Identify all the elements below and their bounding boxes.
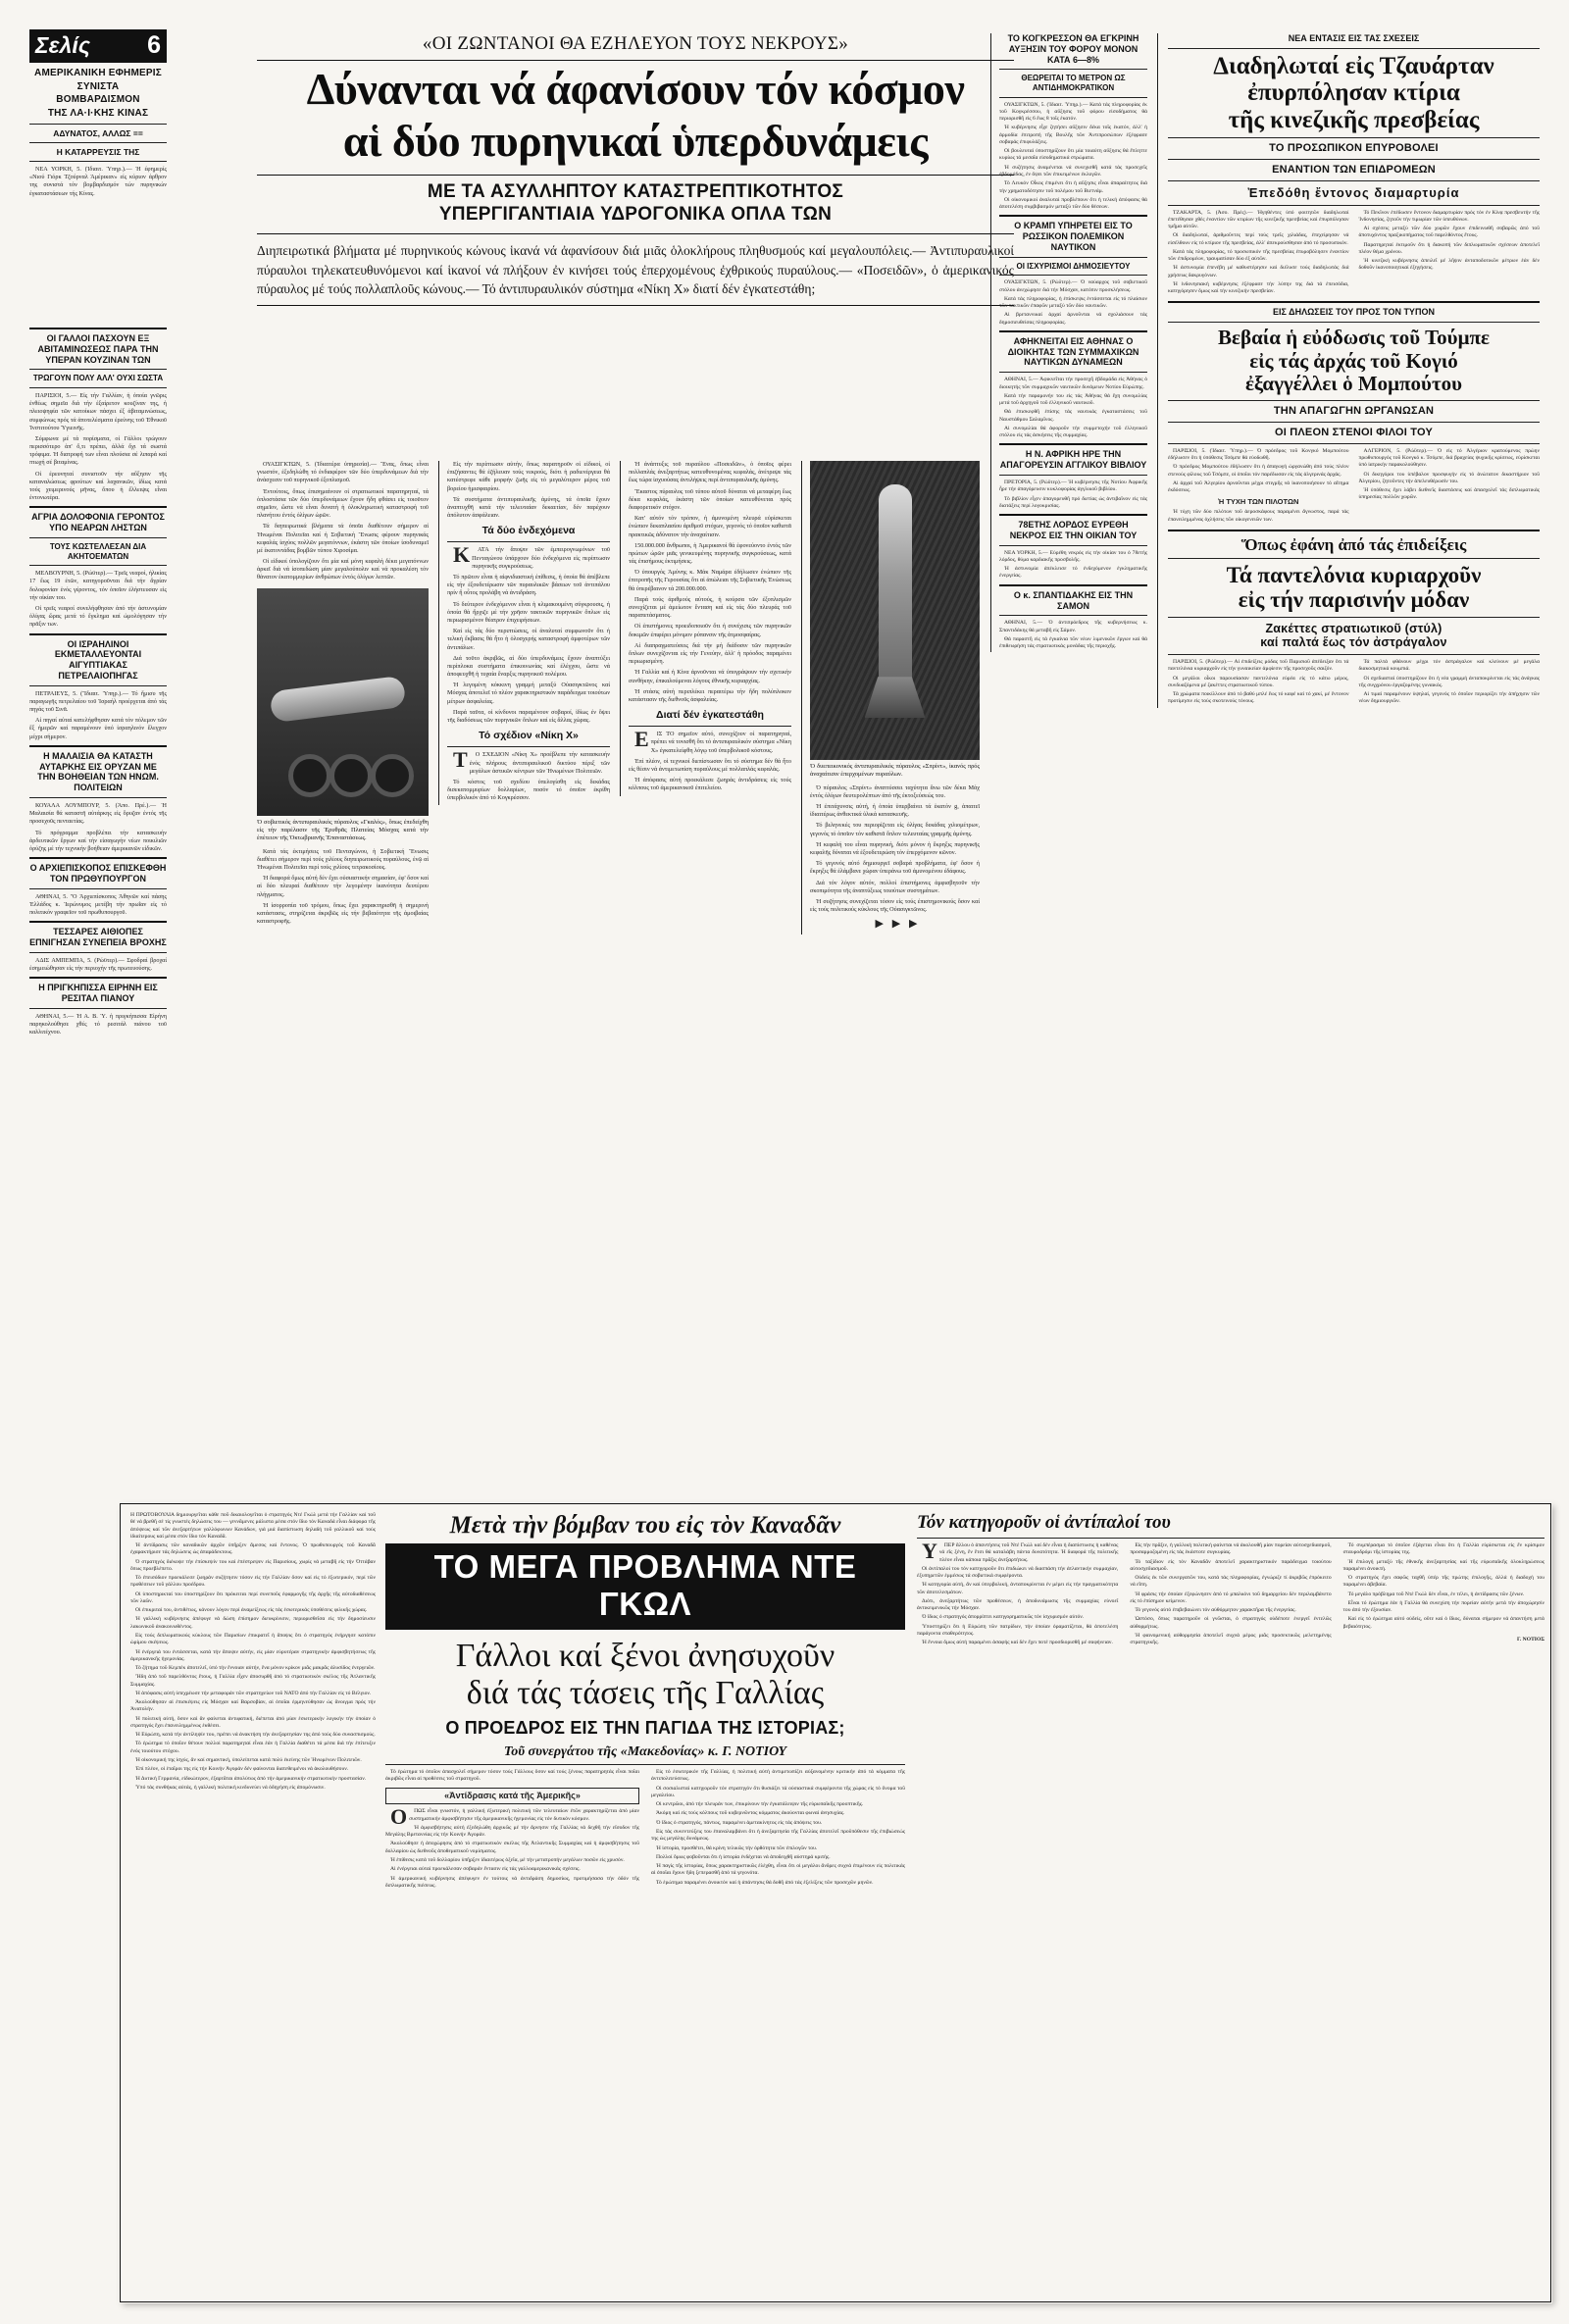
- brief-head-6: 78ΕΤΗΣ ΛΟΡΔΟΣ ΕΥΡΕΘΗ ΝΕΚΡΟΣ ΕΙΣ ΤΗΝ ΟΙΚΙΑΝ ΤΟΥ: [1009, 520, 1138, 540]
- bottom-right-col-3: Τό συμπέρασμα τό ὁποῖον ἐξάγεται εἶναι ὅτι ἡ Γαλλία εὑρίσκεται εἰς ἕν κρίσιμον σταυροδρόμι τῆς ἱστορίας της. Ἡ ἐπιλογή μεταξύ τῆς ἐθνικῆς ἀνεξαρτησίας καί τῆς εὐρωπαϊκῆς ὁλοκληρώσεως παραμένει ἀνοικτή. Ὁ στρατηγός ἔχει σαφῶς ταχθῆ ὑπέρ τῆς πρώτης ἐπιλογῆς, ἀλλά ἡ διαδοχή του παραμένει ἀβεβαία. Τό μεγάλο πρόβλημα τοῦ Ντέ Γκώλ δέν εἶναι, ἐν τέλει, ἡ ἀντίδρασις τῶν ξένων. Εἶναι τό ἐρώτημα ἐάν ἡ Γαλλία θά συνεχίση τήν πορείαν αὐτήν μετά τήν ἀποχώρησίν του ἀπό τήν ἐξουσίαν. Καί εἰς τό ἐρώτημα αὐτό οὐδείς, οὔτε καί ὁ ἴδιος, δύναται σήμερον νά ἀπαντήση μετά βεβαιότητος. Γ. ΝΟΤΙΟΣ: [1342, 1542, 1544, 1642]
- main-subsection-0-title: Τά δύο ἐνδεχόμενα: [481, 525, 576, 537]
- right-head2-line3: ἐξαγγέλλει ὁ Μομπούτου: [1244, 372, 1463, 396]
- left-item-1-title: ΑΓΡΙΑ ΔΟΛΟΦΟΝΙΑ ΓΕΡΟΝΤΟΣ ΥΠΟ ΝΕΑΡΩΝ ΛΗΣΤΩΝ: [31, 512, 165, 533]
- main-headline-line2: αἱ δύο πυρηνικαί ὑπερδυνάμεις: [342, 115, 929, 166]
- masthead-line-1: ΑΜΕΡΙΚΑΝΙΚΗ ΕΦΗΜΕΡΙΣ: [34, 68, 162, 78]
- bottom-right-col-1: ΥΠΕΡ ἄλλου ὁ ἀπαντήσεις τοῦ Ντέ Γκώλ καί δέν εἶναι ἡ διαπίστωσις ἡ καθένας νά εἴς ξένη, ἔν ἔτσι θά καταλάβη πάντα δυνατότητα. Ἡ διαφορά τῆς πολιτικῆς πλέον εἶναι κάποια πρᾶξις ἀνεξαρτήτως. Οἱ ἀντίπαλοί του τόν κατηγοροῦν ὅτι ἐπιδιώκει νά διασπάση τήν ἀτλαντικήν συμμαχίαν, ἐξυπηρετῶν ἐμμέσως τά σοβιετικά συμφέροντα. Ἡ κατηγορία αὐτή, ἄν καί ὑπερβολική, ἀνταποκρίνεται ἐν μέρει εἰς τήν πραγματικότητα τῶν ἀποτελεσμάτων. Διότι, ἀνεξαρτήτως τῶν προθέσεων, ἡ ἀποδυνάμωσις τῆς συμμαχίας εὐνοεῖ ἀντικειμενικῶς τήν Μόσχαν. Ὁ ἴδιος ὁ στρατηγός ἀπορρίπτει κατηγορηματικῶς τόν ἰσχυρισμόν αὐτόν. Ὑποστηρίζει ὅτι ἡ Εὐρώπη τῶν πατρίδων, τήν ὁποίαν ὁραματίζεται, θά ἀποτελέση παράγοντα σταθερότητος. Ἡ ἔννοια ὅμως αὐτή παραμένει ἀσαφής καί δέν ἔχει ποτέ προσδιορισθῆ μέ σαφήνειαν.: [917, 1539, 1119, 1646]
- right-head-line2: ἐπυρπόλησαν κτίρια: [1247, 79, 1460, 107]
- fashion-head-2: εἰς τήν παρισινήν μόδαν: [1238, 587, 1470, 613]
- left-item-2-body: ΠΕΤΡΑΙΕΥΣ, 5. (Ἴδιαιτ. Ὑπηρ.).— Τό ἥμισυ τῆς παραγωγῆς πετρελαίου τοῦ Ἰσραήλ προέρχεται ἀπό τάς πηγάς τοῦ Σινᾶ. Αἱ πηγαί αὐταί κατελήφθησαν κατά τόν πόλεμον τῶν ἕξ ἡμερῶν καί παραμένουν ὑπό ἰσραηλινόν ἔλεγχον μέχρι σήμερον.: [29, 689, 167, 740]
- right-body-col-1: ΤΖΑΚΑΡΤΑ, 5. (Ἀσο. Πρές).— Ἡγηθέντες ὑπό φοιτητῶν διαδηλωταί ἐπετέθησαν χθές ἐναντίον τῶν κτιρίων τῆς κινεζικῆς πρεσβείας καί ἐπυρπόλησαν τμῆμα αὐτῶν. Οἱ διαδηλωταί, ἀριθμοῦντες περί τούς τρεῖς χιλιάδας, ἐπεχείρησαν νά εἰσέλθουν εἰς τό κτίριον τῆς πρεσβείας, ἀλλ' ἀπεκρούσθησαν ἀπό τό προσωπικόν. Κατά τάς πληροφορίας, τό προσωπικόν τῆς πρεσβείας ἐπυροβόλησεν ἐναντίον τῶν ἐπιδρομέων, τραυματίσαν δύο ἐξ αὐτῶν. Ἡ ἀστυνομία ἐπενέβη μέ καθυστέρησιν καί διέλυσε τούς διαδηλωτάς διά χρήσεως δακρυγόνων. Ἡ ἰνδονησιακή κυβέρνησις ἐξέφρασε τήν λύπην της διά τά ἐπεισόδια, κατηγόρησεν ὅμως καί τήν κινεζικήν πρεσβείαν.: [1168, 209, 1349, 295]
- masthead-line-2: ΣΥΝΙΣΤΑ: [76, 80, 120, 92]
- right-head2-sub2: ΟΙ ΠΛΕΟΝ ΣΤΕΝΟΙ ΦΙΛΟΙ ΤΟΥ: [1274, 426, 1433, 438]
- fashion-head-1: Τά παντελόνια κυριαρχοῦν: [1226, 562, 1482, 587]
- brief-body-1: ΟΥΑΣΙΓΚΤΩΝ, 5. (Ρώϋτερ).— Ὁ ναύαρχος τοῦ σοβιετικοῦ στόλου ἀνεχώρησε διά τήν Μόσχαν, κατόπιν προσκλήσεως. Κατά τάς πληροφορίας, ἡ ἐπίσκεψις ἐντάσσεται εἰς τό πλαίσιον τῶν τακτικῶν ἐπαφῶν μεταξύ τῶν δύο ναυτικῶν. Αἱ βρεταννικαί ἀρχαί ἀρνοῦνται νά σχολιάσουν τάς δημοσιευθείσας πληροφορίας.: [999, 279, 1147, 326]
- main-col-1-text: ΟΥΑΣΙΓΚΤΩΝ, 5. (Ἰδιαιτέρα ὑπηρεσία).— Ἕνας, ὅπως εἶναι γνωστόν, ἐξεδηλώθη τό ἐνδιαφέρον τῶν δύο ὑπερδυνάμεων διά τήν ἀνάσχεσιν τοῦ πυρηνικοῦ ἐξοπλισμοῦ. Ἐντούτοις, ὅπως ἐπισημαίνουν οἱ στρατιωτικοί παρατηρηταί, τά ὁπλοστάσια τῶν δύο ὑπερδυνάμεων ἔχουν ἤδη φθάσει εἰς τοιοῦτον σημεῖον, ὥστε νά εἶναι δυνατή ἡ ὁλοκληρωτική καταστροφή τοῦ πλανήτου ἐντός ὀλίγων ὡρῶν. Τά διηπειρωτικά βλήματα τά ὁποῖα διαθέτουν σήμερον αἱ Ἡνωμέναι Πολιτεῖαι καί ἡ Σοβιετική Ἕνωσις φέρουν πυρηνικάς κεφαλάς ἰσχύος πολλῶν μεγατόννων, ἑκάστη τῶν ὁποίων ἰσοδυναμεῖ μέ ἑκατοντάδας βομβῶν τύπου Χιροσίμα. Οἱ εἰδικοί ὑπολογίζουν ὅτι μία καί μόνη κεφαλή δέκα μεγατόννων ἀρκεῖ διά νά ἰσοπεδώση μίαν μεγαλούπολιν καί νά προκαλέση τόν θάνατον ἑκατομμυρίων ἀνθρώπων ἐντός ὀλίγων λεπτῶν.: [257, 461, 429, 581]
- fashion-body-col-1: ΠΑΡΙΣΙΟΙ, 5. (Ρώϋτερ).— Αἱ ἐπιδείξεις μόδας τοῦ Παρισιοῦ ἀπέδειξαν ὅτι τά παντελόνια κυριαρχοῦν εἰς τήν γυναικείαν ἀμφίεσιν τῆς προσεχοῦς σαιζόν. Οἱ μεγάλοι οἶκοι παρουσίασαν παντελόνια εὐρέα εἰς τό κάτω μέρος, συνδυαζόμενα μέ ζακέττες στρατιωτικοῦ τύπου. Τά χρώματα ποικίλλουν ἀπό τό βαθύ μπλέ ἕως τό καφέ καί τό χακί, μέ ἔντονον προτίμησιν εἰς τούς σκοτεινούς τόνους.: [1168, 659, 1349, 705]
- left-item-3-title: Η ΜΑΛΑΙΣΙΑ ΘΑ ΚΑΤΑΣΤΗ ΑΥΤΑΡΚΗΣ ΕΙΣ ΟΡΥΖΑΝ ΜΕ ΤΗΝ ΒΟΗΘΕΙΑΝ ΤΩΝ ΗΝΩΜ. ΠΟΛΙΤΕΙΩΝ: [37, 750, 159, 793]
- right-body2-col-1: ΠΑΡΙΣΙΟΙ, 5. (Ἰδιαιτ. Ὑπηρ.).— Ὁ πρόεδρος τοῦ Κονγκό Μομπούτου ἐδήλωσεν ὅτι ἡ ὑπόθεσις Τσόμπε θά εὐοδωθῆ. Ὁ πρόεδρος Μομπούτου ἐδήλωσεν ὅτι ἡ ἀπαγωγή ὠργανώθη ἀπό τούς πλέον στενούς φίλους τοῦ Τσόμπε, οἱ ὁποῖοι τόν παρέδωσαν εἰς τάς ἀλγερινάς ἀρχάς. Αἱ ἀρχαί τοῦ Ἀλγερίου ἀρνοῦνται μέχρι στιγμῆς νά ἱκανοποιήσουν τό αἴτημα ἐκδόσεως. Ἡ ΤΥΧΗ ΤΩΝ ΠΙΛΟΤΩΝ Ἡ τύχη τῶν δύο πιλότων τοῦ ἀεροσκάφους παραμένει ἄγνωστος, παρά τάς ἐπανειλημμένας ὀχλήσεις τῶν οἰκογενειῶν των.: [1168, 447, 1349, 523]
- main-col-3-text: Ἡ ἀνάπτυξις τοῦ πυραύλου «Ποσειδῶν», ὁ ὁποῖος φέρει πολλαπλάς ἀνεξαρτήτως κατευθυνομένας κεφαλάς, ἀνέτρεψε τάς ἕως τώρα ἰσχυούσας ἀντιλήψεις περί ἀντιπυραυλικῆς ἀμύνης. Ἕκαστος πύραυλος τοῦ τύπου αὐτοῦ δύναται νά μεταφέρη ἕως δέκα κεφαλάς, ἑκάστη τῶν ὁποίων κατευθύνεται πρός διαφορετικόν στόχον. Κατ' αὐτόν τόν τρόπον, ἡ ἀμυνομένη πλευρά εὑρίσκεται ἐνώπιον δεκαπλασίου ἀριθμοῦ στόχων, γεγονός τό ὁποῖον καθιστᾶ πρακτικῶς ἀδύνατον τήν ἀναχαίτισιν. 150.000.000 ἄνθρωποι, ἡ Ἀμερικανοί θά ἐφονεύοντο ἐντός τῶν πρώτων ὡρῶν μιᾶς γενικευμένης πυρηνικῆς συγκρούσεως, κατά τάς ἐπισήμους ἐκτιμήσεις. Ὁ ὑπουργός Ἀμύνης κ. Μάκ Ναμάρα ἐδήλωσεν ἐνώπιον τῆς ἐπιτροπῆς τῆς Γερουσίας ὅτι αἱ ἀπώλειαι τῆς Σοβιετικῆς Ἑνώσεως θά ὑπερέβαινον τά 200.000.000. Παρά τούς ἀριθμούς αὐτούς, ἡ κούρσα τῶν ἐξοπλισμῶν συνεχίζεται μέ ἀμείωτον ἔνταση καί εἰς τάς δύο πλευράς τοῦ παραπετάσματος. Οἱ ἐπιστήμονες προειδοποιοῦν ὅτι ἡ συνέχισις τῶν πυρηνικῶν δοκιμῶν ἐπιφέρει μόνιμον ρύπανσιν τῆς ἀτμοσφαίρας. Αἱ διαπραγματεύσεις διά τήν μή διάδοσιν τῶν πυρηνικῶν ὅπλων συνεχίζονται εἰς τήν Γενεύην, ἀλλ' ἡ πρόοδος παραμένει περιωρισμένη. Ἡ Γαλλία καί ἡ Κίνα ἀρνοῦνται νά ὑπογράψουν τήν σχετικήν συνθήκην, ἐπικαλούμεναι λόγους ἐθνικῆς κυριαρχίας. Ἡ στάσις αὐτή περιπλέκει περαιτέρω τήν ἤδη πολύπλοκον κατάστασιν τῆς διεθνοῦς ἀσφαλείας.: [629, 461, 791, 703]
- main-col-3: [620, 461, 791, 796]
- page-badge: [29, 29, 167, 63]
- right-bar-2: ΕΝΑΝΤΙΟΝ ΤΩΝ ΕΠΙΔΡΟΜΕΩΝ: [1272, 164, 1436, 177]
- main-quote: «ΟΙ ΖΩΝΤΑΝΟΙ ΘΑ ΕΖΗΛΕΥΟΝ ΤΟΥΣ ΝΕΚΡΟΥΣ»: [422, 33, 849, 54]
- main-subhead-line2: ΥΠΕΡΓΙΓΑΝΤΙΑΙΑ ΥΔΡΟΓΟΝΙΚΑ ΟΠΛΑ ΤΩΝ: [438, 203, 833, 225]
- left-item-0-body: ΠΑΡΙΣΙΟΙ, 5.— Εἰς τήν Γαλλίαν, ἡ ὁποία γνῶρις ἐνθέως σημεῖα διά τήν ἐξαίρετον κουζίναν της, ἡ πλειοψηφία τῶν κατοίκων πάσχει ἐξ ἀβιταμινώσεως, συμφώνως πρός τά ἀποτελέσματα ἐρεύνης τοῦ Ἐθνικοῦ Ἰνστιτούτου Ὑγιεινῆς. Σύμφωνα μέ τά πορίσματα, οἱ Γάλλοι τρώγουν περισσότερο ἀπ' ὅ,τι πρέπει, ἀλλά ὄχι τά σωστά τρόφιμα. Ἡ διατροφή των εἶναι πλούσια σέ λιπαρά καί πτωχή σέ βιταμίνας. Οἱ ἐρευνηταί συνιστοῦν τήν αὔξησιν τῆς καταναλώσεως φρούτων καί λαχανικῶν, ἰδίως κατά τούς χειμερινούς μῆνας, ὅπου ἡ ἔλλειψις εἶναι ἐντονωτέρα.: [29, 391, 167, 502]
- brief-body-3: ΠΡΕΤΟΡΙΑ, 5. (Ρώϋτερ).— Ἡ κυβέρνησις τῆς Νοτίου Ἀφρικῆς ἦρε τήν ἀπαγόρευσιν κυκλοφορίας ἀγγλικοῦ βιβλίου. Τό βιβλίον εἶχεν ἀπαγορευθῆ πρό διετίας ὡς ἀντιβαῖνον εἰς τάς διατάξεις περί λογοκρισίας.: [999, 479, 1147, 509]
- page-badge-number: 6: [147, 31, 161, 59]
- brief-head-1: ΘΕΩΡΕΙΤΑΙ ΤΟ ΜΕΤΡΟΝ ΩΣ ΑΝΤΙΔΗΜΟΚΡΑΤΙΚΟΝ: [1021, 74, 1126, 92]
- bottom-right-col-2: Εἰς τήν πρᾶξιν, ἡ γαλλική πολιτική φαίνεται νά ἀκολουθῆ μίαν πορείαν αὐτοσχεδιασμοῦ, προσαρμοζομένη εἰς τάς ἑκάστοτε συγκυρίας. Τό ταξίδιον εἰς τόν Καναδᾶν ἀποτελεῖ χαρακτηριστικόν παράδειγμα τοιούτου αὐτοσχεδιασμοῦ. Οὐδείς ἐκ τῶν συνεργατῶν του, κατά τάς πληροφορίας, ἐγνώριζε τί ἀκριβῶς ἐπρόκειτο νά εἴπη. Ἡ φράσις τήν ὁποίαν ἐξεφώνησεν ἀπό τό μπαλκόνι τοῦ δημαρχείου δέν περιλαμβάνετο εἰς τό ἐπίσημον κείμενον. Τό γεγονός αὐτό ἐπιβεβαιώνει τόν αὐθόρμητον χαρακτῆρα τῆς ἐνεργείας. Ὡστόσο, ὅπως παρατηροῦν οἱ γνῶσται, ὁ στρατηγός οὐδέποτε ἐνεργεῖ ἐντελῶς αὐθορμήτως. Ἡ φαινομενική αὐθορμησία ἀποτελεῖ συχνά μέρος μιᾶς προσεκτικῶς μελετημένης στρατηγικῆς.: [1130, 1542, 1332, 1646]
- masthead-lead: ΝΕΑ ΥΟΡΚΗ, 5. (Ίδιαιτ. Ύπηρ.).— Ή έφημερίς «Νιού Γιόρκ Τζούρναλ Άμέρικαν» είς κύριον άρθρον της συνιστά τόν βομβαρδισμόν τών πυρηνικών έγκαταστάσεων τής Κίνας.: [29, 166, 167, 197]
- bottom-signature: Γ. ΝΟΤΙΟΣ: [1517, 1636, 1544, 1642]
- main-subsection-2-body: ΤΟ ΣΧΕΔΙΟΝ «Νίκη Χ» προέβλεπε τήν κατασκευήν ἑνός πλήρους ἀντιπυραυλικοῦ δικτύου πέριξ τῶν μεγάλων ἀστικῶν κέντρων τῶν Ἡνωμένων Πολιτειῶν. Τό κόστος τοῦ σχεδίου ὑπελογίσθη εἰς δεκάδας δισεκατομμυρίων δολλαρίων, ποσόν τό ὁποῖον ἐκρίθη ὑπερβολικόν ἀπό τό Κογκρέσσον.: [447, 747, 610, 802]
- bottom-center-col-1: Τό ἐρώτημα τό ὁποῖον ἀπασχολεῖ σήμερον τόσον τούς Γάλλους ὅσον καί τούς ξένους παρατηρητάς εἶναι ποῖαι ἀκριβῶς εἶναι αἱ προθέσεις τοῦ στρατηγοῦ. «Ἀντίδρασις κατά τῆς Ἀμερικῆς» ΟΠΩΣ εἶναι γνωστόν, ἡ γαλλική ἐξωτερική πολιτική τῶν τελευταίων ἐτῶν χαρακτηρίζεται ἀπό μίαν συστηματικήν ἀμφισβήτησιν τῆς ἀμερικανικῆς ἡγεμονίας εἰς τόν δυτικόν κόσμον. Ἡ ἀμφισβήτησις αὐτή ἐξεδηλώθη ἀρχικῶς μέ τήν ἄρνησιν τῆς Γαλλίας νά δεχθῆ τήν εἴσοδον τῆς Μεγάλης Βρεταννίας εἰς τήν Κοινήν Ἀγοράν. Ἀκολούθησε ἡ ἀποχώρησις ἀπό τό στρατιωτικόν σκέλος τῆς Ἀτλαντικῆς Συμμαχίας καί ἡ ἀμφισβήτησις τοῦ δολλαρίου ὡς διεθνοῦς ἀποθεματικοῦ νομίσματος. Ἡ ἐπίθεσις κατά τοῦ δολλαρίου ὑπῆρξεν ἰδιαιτέρως ὀξεῖα, μέ τήν μετατροπήν μεγάλων ποσῶν εἰς χρυσόν. Αἱ ἐνέργειαι αὐταί προεκάλεσαν σοβαράν ἔντασιν εἰς τάς γαλλοαμερικανικάς σχέσεις. Ἡ ἀμερικανική κυβέρνησις ἀπέφυγεν ἐν τούτοις νά ἀντιδράση δημοσίως, προτιμήσασα τήν ὁδόν τῆς διπλωματικῆς πιέσεως.: [385, 1769, 639, 1889]
- masthead-line-4: ΤΗΣ ΛΑ·Ι·ΚΗΣ ΚΙΝΑΣ: [47, 107, 149, 119]
- photo-sprint-missile: [810, 461, 980, 760]
- bottom-left-column: [130, 1512, 376, 2294]
- left-item-2-title: ΟΙ ΙΣΡΑΗΛΙΝΟΙ ΕΚΜΕΤΑΛΛΕΥΟΝΤΑΙ ΑΙΓΥΠΤΙΑΚΑΣ ΠΕΤΡΕΛΑΙΟΠΗΓΑΣ: [54, 638, 142, 681]
- main-col-1-text-2: Κατά τάς ἐκτιμήσεις τοῦ Πενταγώνου, ἡ Σοβιετική Ἕνωσις διαθέτει σήμερον περί τούς χιλίους διηπειρωτικούς πυραύλους, ἐνῷ αἱ Ἡνωμέναι Πολιτεῖαι περί τούς χιλίους τετρακοσίους. Ἡ διαφορά ὅμως αὐτή δέν ἔχει οὐσιαστικήν σημασίαν, ἐφ' ὅσον καί αἱ δύο πλευραί διαθέτουν τήν λεγομένην ἱκανότητα δευτέρου πλήγματος. Ἡ ἰσορροπία τοῦ τρόμου, ὅπως ἔχει χαρακτηρισθῆ ἡ σημερινή κατάστασις, στηρίζεται ἀκριβῶς εἰς τήν βεβαιότητα τῆς ἀμοιβαίας καταστροφῆς.: [257, 847, 429, 926]
- right-kicker-2: ΕΙΣ ΔΗΛΩΣΕΙΣ ΤΟΥ ΠΡΟΣ ΤΟΝ ΤΥΠΟΝ: [1273, 307, 1435, 318]
- main-subhead-line1: ΜΕ ΤΑ ΑΣΥΛΛΗΠΤΟΥ ΚΑΤΑΣΤΡΕΠΤΙΚΟΤΗΤΟΣ: [427, 180, 844, 202]
- main-deck: Διηπειρωτικά βλήματα μέ πυρηνικούς κώνους ἱκανά νά ἀφανίσουν διά μιᾶς ὁλοκλήρους πληθυσμούς καί μεγαλουπόλεις.— Ἀντιπυραυλικοί πύραυλοι τηλεκατευθυνόμενοι καί ἱκανοί νά πλήξουν ἐν κινήσει τούς ἐπερχομένους ἐχθρικούς πυραύλους.— «Ποσειδῶν», ὁ ἀμερικανικός πύραυλος μέ τούς πολλαπλοῦς κώνους.— Τό ἀντιπυραυλικόν σύστημα «Νίκη Χ» διατί δέν ἐγκατεστάθη;: [257, 243, 1014, 296]
- main-col-2-text: Εἰς τήν περίπτωσιν αὐτήν, ὅπως παρατηροῦν οἱ εἰδικοί, οἱ ἐπιζήσαντες θά ἐζήλευαν τούς νεκρούς, διότι ἡ ραδιενέργεια θά κατέστρεφε κάθε μορφήν ζωῆς εἰς τό μεγαλύτερον μέρος τοῦ βορείου ἡμισφαιρίου. Τά συστήματα ἀντιπυραυλικῆς ἀμύνης, τά ὁποῖα ἔχουν ἀναπτυχθῆ κατά τήν τελευταίαν δεκαετίαν, δέν παρέχουν ἀπόλυτον ἀσφάλειαν.: [447, 461, 610, 520]
- main-subsection-1-title: Διατί δέν ἐγκατεστάθη: [656, 709, 764, 722]
- brief-body-5: ΑΘΗΝΑΙ, 5.— Ὁ ἀντιπρόεδρος τῆς κυβερνήσεως κ. Σπαντιδάκης θά μεταβῆ εἰς Σάμον. Θά παραστῆ εἰς τά ἐγκαίνια τῶν νέων λιμενικῶν ἔργων καί θά ἐπιθεωρήση τάς στρατιωτικάς μονάδας τῆς περιοχῆς.: [999, 620, 1147, 650]
- brief-body-0: ΟΥΑΣΙΓΚΤΩΝ, 5. (Ἰδιαιτ. Ὑπηρ.).— Κατά τάς πληροφορίας ἐκ τοῦ Κογκρέσσου, ἡ αὔξησις τοῦ φόρου εἰσοδήματος θά περιορισθῆ εἰς 6 ἕως 8 τοῖς ἑκατόν. Ἡ κυβέρνησις εἶχε ζητήσει αὔξησιν δέκα τοῖς ἑκατόν, ἀλλ' ἡ ἁρμοδία ἐπιτροπή τῆς Βουλῆς τῶν Ἀντιπροσώπων ἐξέφρασε σοβαράς ἐπιφυλάξεις. Οἱ βουλευταί ὑποστηρίζουν ὅτι μία τοιαύτη αὔξησις θά ἔπληττε κυρίως τά μεσαῖα εἰσοδηματικά στρώματα. Ἡ συζήτησις ἀναμένεται νά συνεχισθῆ κατά τάς προσεχεῖς ἑβδομάδας, ἐν ὄψει τῶν ἐπικειμένων ἐκλογῶν. Τό Λευκόν Οἶκος ἐπιμένει ὅτι ἡ αὔξησις εἶναι ἀπαραίτητος διά τήν χρηματοδότησιν τοῦ πολέμου τοῦ Βιετνάμ. Οἱ οἰκονομικοί ἀναλυταί προβλέπουν ὅτι ἡ τελική ἀπόφασις θά ἀποτελέση συμβιβασμόν μεταξύ τῶν δύο θέσεων.: [999, 101, 1147, 211]
- left-item-0-sub: ΤΡΩΓΟΥΝ ΠΟΛΥ ΑΛΛ' ΟΥΧΙ ΣΩΣΤΑ: [32, 374, 164, 383]
- bottom-head-line1: Γάλλοι καί ξένοι ἀνησυχοῦν: [455, 1638, 835, 1674]
- left-item-5-title: ΤΕΣΣΑΡΕΣ ΑΙΘΙΟΠΕΣ ΕΠΝΙΓΗΣΑΝ ΣΥΝΕΠΕΙΑ ΒΡΟΧΗΣ: [29, 927, 167, 948]
- bottom-subhead: Ο ΠΡΟΕΔΡΟΣ ΕΙΣ ΤΗΝ ΠΑΓΙΔΑ ΤΗΣ ΙΣΤΟΡΙΑΣ;: [445, 1718, 845, 1739]
- right-bar-1: ΤΟ ΠΡΟΣΩΠΙΚΟΝ ΕΠΥΡΟΒΟΛΕΙ: [1269, 142, 1439, 155]
- bottom-byline: Τοῦ συνεργάτου τῆς «Μακεδονίας» κ. Γ. ΝΟΤΙΟΥ: [503, 1744, 787, 1760]
- left-item-1-body: ΜΕΛΒΟΥΡΝΗ, 5. (Ρώϋτερ).— Τρεῖς νεαροί, ἡλικίας 17 ἕως 19 ἐτῶν, κατηγοροῦνται διά τήν ἄγρίαν δολοφονίαν ἑνός γέροντος, τόν ὁποῖον ἐλήστευσαν εἰς τήν οἰκίαν του. Οἱ τρεῖς νεαροί συνελήφθησαν ἀπό τήν ἀστυνομίαν ὀλίγας ὥρας μετά τό ἔγκλημα καί ὡμολόγησαν τήν πρᾶξιν των.: [29, 570, 167, 629]
- main-col-4: [801, 461, 980, 935]
- right-head-line1: Διαδηλωταί εἰς Τζαυάρταν: [1213, 52, 1494, 79]
- bottom-center-col-2: Εἰς τό ἐσωτερικόν τῆς Γαλλίας, ἡ πολιτική αὐτή ἀντιμετωπίζει αὐξανομένην κριτικήν ἀπό τά κόμματα τῆς ἀντιπολιτεύσεως. Οἱ σοσιαλισταί κατηγοροῦν τόν στρατηγόν ὅτι θυσιάζει τά οὐσιαστικά συμφέροντα τῆς χώρας εἰς τό ὄνομα τοῦ μεγαλείου. Οἱ κεντρῶοι, ἀπό τήν πλευράν των, ἐπικρίνουν τήν ἐγκατάλειψιν τῆς εὐρωπαϊκῆς προοπτικῆς. Ἀκόμη καί εἰς τούς κόλπους τοῦ κυβερνῶντος κόμματος ἀκούονται φωναί ἀνησυχίας. Ὁ ἴδιος ὁ στρατηγός, πάντως, παραμένει ἀμετακίνητος εἰς τάς ἀπόψεις του. Εἰς τάς συνεντεύξεις του ἐπαναλαμβάνει ὅτι ἡ ἀνεξαρτησία τῆς Γαλλίας ἀποτελεῖ προϋπόθεσιν τῆς ἐπιβιώσεώς της ὡς μεγάλης δυνάμεως. Ἡ ἱστορία, προσθέτει, θά κρίνη τελικῶς τήν ὀρθότητα τῶν ἐπιλογῶν του. Πολλοί ὅμως φοβοῦνται ὅτι ἡ ἱστορία ἐνδέχεται νά ἀποδειχθῆ αὐστηρά κριτής. Ἡ παγίς τῆς ἱστορίας, ὅπως χαρακτηριστικῶς ἐλέχθη, εἶναι ὅτι οἱ μεγάλοι ἄνδρες συχνά ἐπιμένουν εἰς πολιτικάς αἱ ὁποῖαι ἔχουν ἤδη ξεπερασθῆ ἀπό τά γεγονότα. Τό ἐρώτημα παραμένει ἀνοικτόν καί ἡ ἀπάντησις θά δοθῆ ἀπό τάς ἐξελίξεις τῶν προσεχῶν μηνῶν.: [651, 1769, 905, 1886]
- fashion-body-col-2: Τά παλτά φθάνουν μέχρι τόν ἀστράγαλον καί κλείνουν μέ μεγάλα διακοσμητικά κουμπιά. Οἱ σχεδιασταί ὑποστηρίζουν ὅτι ἡ νέα γραμμή ἀνταποκρίνεται εἰς τάς ἀνάγκας τῆς συγχρόνου ἐργαζομένης γυναικός. Αἱ τιμαί παραμένουν ὑψηλαί, γεγονός τό ὁποῖον περιορίζει τήν ἀπήχησιν τῶν νέων δημιουργιῶν.: [1358, 659, 1540, 705]
- brief-head-2: Ο ΚΡΑΜΠ ΥΠΗΡΕΤΕΙ ΕΙΣ ΤΟ ΡΩΣΣΙΚΟΝ ΠΟΛΕΜΙΚΟΝ ΝΑΥΤΙΚΟΝ: [1014, 221, 1133, 252]
- bottom-lead: Η ΠΡΩΤΟΒΟΥΛΙΑ δημιουργεῖται κάθε ποῦ δικαιολογεῖται ὁ στρατηγός Ντέ Γκώλ μετά τήν Γαλλίαν καί τοῦ θέ νά βρεθῆ σέ τίς γνωστές δηλώσεις του — γεννᾶμενες μάλιστα μέσα στόν ἴδιο τόν Καναδά εἶναι διάφορα τῆς ἀπόψεως καί τῶν ἀνεξαρτήτων γαλλόφωνων Κανάδων, γιά μιά διαπίστωση δηλαδή τοῦ γαλλικοῦ καί τούς ἰδιαίτερους καί μέσα στόν ἴδιο τόν Καναδᾶ. Ἡ ἀντίδρασις τῶν καναδικῶν ἀρχῶν ὑπῆρξεν ἄμεσος καί ἔντονος. Ὁ πρωθυπουργός τοῦ Καναδᾶ ἐχαρακτήρισε τάς δηλώσεις ὡς ἀπαράδεκτους. Ὁ στρατηγός διέκοψε τήν ἐπίσκεψίν του καί ἐπέστρεψεν εἰς Παρισίους, χωρίς νά μεταβῆ εἰς τήν Ὀττάβαν ὅπως προεβλέπετο. Τό ἐπεισόδιον προεκάλεσε ζωηράν συζήτησιν τόσον εἰς τήν Γαλλίαν ὅσον καί εἰς τό ἐξωτερικόν, περί τῶν προθέσεων τοῦ γάλλου προέδρου. Οἱ ὑποστηρικταί του ὑποστηρίζουν ὅτι πρόκειται περί συνεποῦς ἐφαρμογῆς τῆς ἀρχῆς τῆς αὐτοδιαθέσεως τῶν λαῶν. Οἱ ἐπικριταί του, ἀντιθέτως, κάνουν λόγον περί ἀναμείξεως εἰς τάς ἐσωτερικάς ὑποθέσεις φιλικῆς χώρας. Ἡ γαλλική κυβέρνησις ἀπέφυγε νά δώση ἐπίσημον διευκρίνισιν, περιορισθεῖσα εἰς τήν δημοσίευσιν λακωνικοῦ ἀνακοινωθέντος. Εἰς τούς διπλωματικούς κύκλους τῶν Παρισίων ἐπικρατεῖ ἡ ἄποψις ὅτι ὁ στρατηγός ἐνήργησε κατόπιν ὡρίμου σκέψεως. Ἡ ἐνέργειά του ἐντάσσεται, κατά τήν ἄποψιν αὐτήν, εἰς μίαν εὐρυτέραν στρατηγικήν ἀμφισβητήσεως τῆς ἀμερικανικῆς ἡγεμονίας. Τό ζήτημα τοῦ Κεμπέκ ἀποτελεῖ, ὑπό τήν ἔννοιαν αὐτήν, ἕνα μόνον κρίκον μιᾶς μακρᾶς ἁλυσίδος ἐνεργειῶν. Ἤδη ἀπό τοῦ παρελθόντος ἔτους, ἡ Γαλλία εἶχεν ἀποσυρθῆ ἀπό τό στρατιωτικόν σκέλος τῆς Ἀτλαντικῆς Συμμαχίας. Ἡ ἀπόφασις αὐτή ὑπεχρέωσε τήν μεταφοράν τῶν στρατηγείων τοῦ ΝΑΤΟ ἀπό τήν Γαλλίαν εἰς τό Βέλγιον. Ἀκολούθησαν αἱ ἐπισκέψεις εἰς Μόσχαν καί Βαρσοβίαν, αἱ ὁποῖαι ἐρμηνεύθησαν ὡς ἄνοιγμα πρός τήν Ἀνατολήν. Ἡ πολιτική αὐτή, ὅσον καί ἄν φαίνεται ἀντιφατική, διέπεται ἀπό μίαν ἐσωτερικήν λογικήν τήν ὁποίαν ὁ στρατηγός ἔχει ἐπανειλημμένως ἐκθέσει. Ἡ Εὐρώπη, κατά τήν ἀντίληψίν του, πρέπει νά ἀνακτήση τήν ἀνεξαρτησίαν της ἀπό τούς δύο συνασπισμούς. Τό ἐρώτημα τό ὁποῖον θέτουν πολλοί παρατηρηταί εἶναι ἐάν ἡ Γαλλία διαθέτει τά μέσα διά τήν ἐπίτευξιν ἑνός τοιούτου στόχου. Ἡ οἰκονομική της ἰσχύς, ἄν καί σημαντική, ὑπολείπεται κατά πολύ ἐκείνης τῶν Ἡνωμένων Πολιτειῶν. Ἐπί πλέον, οἱ ἑταῖροι της εἰς τήν Κοινήν Ἀγοράν δέν φαίνονται διατεθειμένοι νά ἀκολουθήσουν. Ἡ Δυτική Γερμανία, εἰδικώτερον, ἐξαρτᾶται ἀπολύτως ἀπό τήν ἀμερικανικήν στρατιωτικήν προστασίαν. Ὑπό τάς συνθήκας αὐτάς, ἡ γαλλική πολιτική κινδυνεύει νά ὁδηγήση εἰς ἀπομόνωσιν.: [130, 1512, 376, 1791]
- bottom-right-kicker: Τόν κατηγοροῦν οἱ ἀντίπαλοί του: [917, 1512, 1171, 1533]
- left-item-1-sub: ΤΟΥΣ ΚΩΣΤΕΛΛΕΣΑΝ ΔΙΑ ΑΚΗΤΟΕΜΑΤΩΝ: [49, 542, 147, 561]
- right-subhead: Ἡ ΤΥΧΗ ΤΩΝ ΠΙΛΟΤΩΝ: [1218, 497, 1299, 507]
- photo-soviet-missile-caption: Ὁ σοβιετικός ἀντιπυραυλικός πύραυλος «Γκαλός», ὅπως ἐπεδείχθη εἰς τήν παρέλασιν τῆς Ἐρυθρᾶς Πλατείας Μόσχας κατά τήν ἐπέτειον τῆς Ὀκτωβριανῆς Ἐπαναστάσεως.: [257, 818, 429, 842]
- photo-sprint-missile-caption: Ὁ δυεπεικονικός ἀντιπυραυλικός πύραυλος «Σπρίντ», ἱκανός πρός ἀναχαίτισιν ἐπερχομένων πυραύλων.: [810, 763, 980, 779]
- bottom-center-column: [385, 1512, 905, 1892]
- masthead-sub-1: ΑΔΥΝΑΤΟΣ, ΑΛΛΩΣ ==: [53, 128, 143, 138]
- right-head2-line2: εἰς τάς ἀρχάς τοῦ Κογιό: [1249, 348, 1458, 373]
- right-kicker: ΝΕΑ ΕΝΤΑΣΙΣ ΕΙΣ ΤΑΣ ΣΧΕΣΕΙΣ: [1288, 33, 1420, 43]
- left-item-4-title: Ο ΑΡΧΙΕΠΙΣΚΟΠΟΣ ΕΠΙΣΚΕΦΘΗ ΤΟΝ ΠΡΩΘΥΠΟΥΡΓΟΝ: [29, 863, 167, 884]
- page-badge-word: Σελίς: [35, 32, 91, 58]
- bottom-head-line2: διά τάς τάσεις τῆς Γαλλίας: [466, 1675, 825, 1712]
- right-bar-3: Ἐπεδόθη ἔντονος διαμαρτυρία: [1247, 185, 1460, 201]
- briefs-column: [990, 33, 1147, 652]
- left-item-3-body: ΚΟΥΑΛΑ ΛΟΥΜΠΟΥΡ, 5. (Ἀπο. Πρέ.).— Ἡ Μαλαισία θά καταστῆ αὐτάρκης εἰς ὄρυζαν ἐντός τῆς προσεχοῦς πενταετίας. Τό πρόγραμμα προβλέπει τήν κατασκευήν ἀρδευτικῶν ἔργων καί τήν εἰσαγωγήν νέων ποικιλιῶν ὀρύζης μέ τήν τεχνικήν βοήθειαν ἀμερικανῶν εἰδικῶν.: [29, 802, 167, 852]
- brief-head-0: ΤΟ ΚΟΓΚΡΕΣΣΟΝ ΘΑ ΕΓΚΡΙΝΗ ΑΥΞΗΣΙΝ ΤΟΥ ΦΟΡΟΥ ΜΟΝΟΝ ΚΑΤΑ 6—8%: [1007, 33, 1139, 65]
- left-item-4-body: ΑΘΗΝΑΙ, 5. "Ο Ἀρχιεπίσκοπος Ἀθηνῶν καί πάσης Ἑλλάδος κ. Ἰερώνυμος μετέβη τήν πρωΐαν εἰς τό πολιτικόν γραφεῖον τοῦ πρωθυπουργοῦ.: [29, 892, 167, 917]
- brief-head-4: ΑΦΗΚΝΕΙΤΑΙ ΕΙΣ ΑΘΗΝΑΣ Ο ΔΙΟΙΚΗΤΑΣ ΤΩΝ ΣΥΜΜΑΧΙΚΩΝ ΝΑΥΤΙΚΩΝ ΔΥΝΑΜΕΩΝ: [1007, 335, 1139, 368]
- bottom-article: [120, 1503, 1551, 2302]
- main-col-1: [257, 461, 429, 929]
- right-body2-col-2: ΑΛΓΕΡΙΟΝ, 5. (Ρώϋτερ).— Ὁ εἰς τό Ἀλγέριον κρατούμενος πρώην πρωθυπουργός τοῦ Κονγκό κ. Τσόμπε, διά βραχείας ψυχικῆς κρίσεως, εὑρίσκεται ὑπό ἰατρικήν παρακολούθησιν. Οἱ δικηγόροι του ὑπέβαλον προσφυγήν εἰς τό ἀνώτατον δικαστήριον τοῦ Ἀλγερίου, ζητοῦντες τήν ἀπελευθέρωσίν του. Ἡ ὑπόθεσις ἔχει λάβει διεθνεῖς διαστάσεις καί ἀπασχολεῖ τάς διπλωματικάς ὑπηρεσίας πολλῶν χωρῶν.: [1358, 447, 1540, 501]
- left-item-6-title: Η ΠΡΙΓΚΗΠΙΣΣΑ ΕΙΡΗΝΗ ΕΙΣ ΡΕΣΙΤΑΛ ΠΙΑΝΟΥ: [38, 983, 158, 1004]
- bottom-banner: ΤΟ ΜΕΓΑ ΠΡΟΒΛΗΜΑ ΝΤΕ ΓΚΩΛ: [385, 1543, 905, 1630]
- fashion-sub-1: Ζακέττες στρατιωτικοῦ (στύλ): [1265, 621, 1442, 635]
- fashion-sub-2: καί παλτά ἕως τόν ἀστράγαλον: [1260, 635, 1447, 650]
- right-head-line3: τῆς κινεζικῆς πρεσβείας: [1228, 106, 1480, 133]
- left-item-0-title: ΟΙ ΓΑΛΛΟΙ ΠΑΣΧΟΥΝ ΕΞ ΑΒΙΤΑΜΙΝΩΣΕΩΣ ΠΑΡΑ ΤΗΝ ΥΠΕΡΑΝ ΚΟΥΖΙΝΑΝ ΤΩΝ: [37, 333, 159, 365]
- left-column: [29, 324, 167, 1039]
- fashion-kicker: Ὅπως ἐφάνη ἀπό τάς ἐπιδείξεις: [1240, 534, 1467, 554]
- main-subsection-0-body: ΚΑΤΑ τήν ἄποψιν τῶν ἐμπειρογνωμόνων τοῦ Πενταγώνου ὑπάρχουν δύο ἐνδεχόμενα εἰς περίπτωσιν πυρηνικῆς συγκρούσεως. Τό πρῶτον εἶναι ἡ αἰφνιδιαστική ἐπίθεσις, ἡ ὁποία θά ἀπέβλεπε εἰς τήν ἐξουδετέρωσιν τῶν πυραυλικῶν βάσεων τοῦ ἀντιπάλου πρίν ἤ οὗτος προλάβη νά ἀντιδράση. Τό δεύτερον ἐνδεχόμενον εἶναι ἡ κλιμακουμένη σύγκρουσις, ἡ ὁποία θά ἤρχιζε μέ τήν χρῆσιν τακτικῶν πυρηνικῶν ὅπλων εἰς περιωρισμένον θέατρον ἐπιχειρήσεων. Καί εἰς τάς δύο περιπτώσεις, οἱ ἀναλυταί συμφωνοῦν ὅτι ἡ τελική ἔκβασις θά ἦτο ἡ ὁλοσχερής καταστροφή ἀμφοτέρων τῶν ἀντιπάλων. Διά τοῦτο ἀκριβῶς, αἱ δύο ὑπερδυνάμεις ἔχουν ἀναπτύξει περίπλοκα συστήματα ἐπικοινωνίας καί ἐλέγχου, ὥστε νά ἀποφευχθῆ ἡ τυχαία ἔναρξις πυρηνικοῦ πολέμου. Ἡ λεγομένη κόκκινη γραμμή μεταξύ Οὐασιγκτῶνος καί Μόσχας ἀποτελεῖ τό πλέον χαρακτηριστικόν παράδειγμα τοιούτων μέτρων ἀσφαλείας. Παρά ταῦτα, οἱ κίνδυνοι παραμένουν σοβαροί, ἰδίως ἐν ὄψει τῆς διαδόσεως τῶν πυρηνικῶν ὅπλων καί εἰς ἄλλας χώρας.: [447, 542, 610, 724]
- masthead-line-3: ΒΟΜΒΑΡΔΙΣΜΟΝ: [56, 94, 140, 105]
- left-item-5-body: ΑΔΙΣ ΑΜΠΕΜΠΑ, 5. (Ρώϋτερ).— Σφοδραί βροχαί ἐσημειώθησαν εἰς τήν περιοχήν τῆς πρωτευούσης.: [29, 956, 167, 973]
- main-col-4-text: Ὁ πύραυλος «Σπρίντ» ἀναπτύσσει ταχύτητα ἄνω τῶν δέκα Μάχ ἐντός ὀλίγων δευτερολέπτων ἀπό τῆς ἐκτοξεύσεώς του. Ἡ ἐπιτάχυνσις αὐτή, ἡ ὁποία ὑπερβαίνει τά ἑκατόν g, ἀπαιτεῖ ἰδιαιτέρως ἀνθεκτικά ὑλικά κατασκευῆς. Τό βεληνεκές του περιορίζεται εἰς ὀλίγας δεκάδας χιλιομέτρων, γεγονός τό ὁποῖον τόν καθιστᾶ ὅπλον τελευταίας γραμμῆς ἀμύνης. Ἡ κεφαλή του εἶναι πυρηνική, διότι μόνον ἡ ἔκρηξις πυρηνικῆς κεφαλῆς δύναται νά ἐξουδετερώση τόν ἐπερχόμενον κῶνον. Τό γεγονός αὐτό δημιουργεῖ σοβαρά προβλήματα, ἐφ' ὅσον ἡ ἔκρηξις θά ἐλάμβανε χώραν ὑπεράνω τοῦ ἀμυνομένου ἐδάφους. Διά τόν λόγον αὐτόν, πολλοί ἐπιστήμονες ἀμφισβητοῦν τήν σκοπιμότητα τῆς ἀναπτύξεως τοιούτων συστημάτων. Ἡ συζήτησις συνεχίζεται τόσον εἰς τούς ἐπιστημονικούς ὅσον καί εἰς τούς πολιτικούς κύκλους τῆς Οὐασιγκτῶνος. ▶ ▶ ▶: [810, 783, 980, 931]
- left-item-6-body: ΑΘΗΝΑΙ, 5.— Ἡ Α. Β. Ὑ. ἡ πριγκήπισσα Εἰρήνη παρηκολούθησε χθές τό ρεσιτάλ πιάνου τοῦ καλλιτέχνου.: [29, 1012, 167, 1036]
- brief-head-3: ΟΙ ΙΣΧΥΡΙΣΜΟΙ ΔΗΜΟΣΙΕΥΤΟΥ: [1016, 261, 1131, 271]
- bottom-right-column: [917, 1512, 1544, 2294]
- brief-body-2: ΑΘΗΝΑΙ, 5.— Ἀφικνεῖται τήν προσεχῆ ἑβδομάδα εἰς Ἀθήνας ὁ διοικητής τῶν συμμαχικῶν ναυτικῶν δυνάμεων Νοτίου Εὐρώπης. Κατά τήν παραμονήν του εἰς τάς Ἀθήνας θά ἔχη συνομιλίας μετά τοῦ ἀρχηγοῦ τοῦ ἑλληνικοῦ ναυτικοῦ. Θά ἐπισκεφθῆ ἐπίσης τάς ναυτικάς ἐγκαταστάσεις τοῦ Ναυστάθμου Σαλαμῖνος. Αἱ συνομιλίαι θά ἀφοροῦν τήν συμμετοχήν τοῦ ἑλληνικοῦ στόλου εἰς τάς ἀσκήσεις τῆς συμμαχίας.: [999, 377, 1147, 439]
- right-column: [1157, 33, 1540, 708]
- brief-body-4: ΝΕΑ ΥΟΡΚΗ, 5.— Εὑρέθη νεκρός εἰς τήν οἰκίαν του ὁ 78ετής λόρδος, θύμα καρδιακῆς προσβολῆς. Ἡ ἀστυνομία ἀπέκλεισε τό ἐνδεχόμενον ἐγκληματικῆς ἐνεργείας.: [999, 549, 1147, 580]
- brief-head-7: Ο κ. ΣΠΑΝΤΙΔΑΚΗΣ ΕΙΣ ΤΗΝ ΣΑΜΟΝ: [1013, 589, 1134, 611]
- photo-soviet-missile: [257, 588, 429, 816]
- main-subsection-1-body: ΕΙΣ ΤΟ σημεῖον αὐτό, συνεχίζουν οἱ παρατηρηταί, πρέπει νά τονισθῆ ὅτι τό ἀντιπυραυλικόν σύστημα «Νίκη Χ» ἐγκατελείφθη λόγῳ τοῦ ὑπερβολικοῦ κόστους. Ἐπί πλέον, οἱ τεχνικοί διεπίστωσαν ὅτι τό σύστημα δέν θά ἦτο εἰς θέσιν νά ἀντιμετωπίση πυραύλους μέ πολλαπλάς κεφαλάς. Ἡ ἀπόφασις αὐτή προεκάλεσε ζωηράς ἀντιδράσεις εἰς τούς κόλπους τοῦ ἀμερικανικοῦ ἐπιτελείου.: [629, 727, 791, 792]
- main-subsection-2-title: Τό σχέδιον «Νίκη Χ»: [479, 730, 579, 742]
- bottom-box-head: «Ἀντίδρασις κατά τῆς Ἀμερικῆς»: [385, 1788, 639, 1805]
- masthead: [29, 29, 167, 201]
- main-col-2: [438, 461, 610, 805]
- right-head2-line1: Βεβαία ἡ εὐόδωσις τοῦ Τούμπε: [1218, 326, 1490, 350]
- main-headline-line1: Δύνανται νά άφανίσουν τόν κόσμον: [306, 64, 965, 114]
- right-body-col-2: Τό Πεκῖνον ἐπέδωσεν ἔντονον διαμαρτυρίαν πρός τόν ἐν Κίνᾳ πρεσβευτήν τῆς Ἰνδονησίας, ζητοῦν τήν τιμωρίαν τῶν ὑπευθύνων. Αἱ σχέσεις μεταξύ τῶν δύο χωρῶν ἔχουν ἐπιδεινωθῆ σοβαρῶς ἀπό τοῦ ἀποτυχόντος πραξικοπήματος τοῦ παρελθόντος ἔτους. Παρατηρηταί ἐκτιμοῦν ὅτι ἡ διακοπή τῶν διπλωματικῶν σχέσεων ἀποτελεῖ πλέον θέμα χρόνου. Ἡ κινεζική κυβέρνησις ἀπειλεῖ μέ λῆψιν ἀνταποδοτικῶν μέτρων ἐάν δέν δοθοῦν ἱκανοποιητικαί ἐξηγήσεις.: [1358, 209, 1540, 272]
- main-story-header: [257, 33, 1014, 306]
- right-head2-sub1: ΤΗΝ ΑΠΑΓΩΓΗΝ ΩΡΓΑΝΩΣΑΝ: [1273, 404, 1435, 417]
- masthead-sub-2: Η ΚΑΤΑΡΡΕΥΣΙΣ ΤΗΣ: [56, 147, 140, 157]
- brief-head-5: Η Ν. ΑΦΡΙΚΗ ΗΡΕ ΤΗΝ ΑΠΑΓΟΡΕΥΣΙΝ ΑΓΓΛΙΚΟΥ ΒΙΒΛΙΟΥ: [999, 449, 1147, 471]
- bottom-kicker: Μετὰ τὴν βόμβαν του εἰς τὸν Καναδᾶν: [449, 1512, 841, 1539]
